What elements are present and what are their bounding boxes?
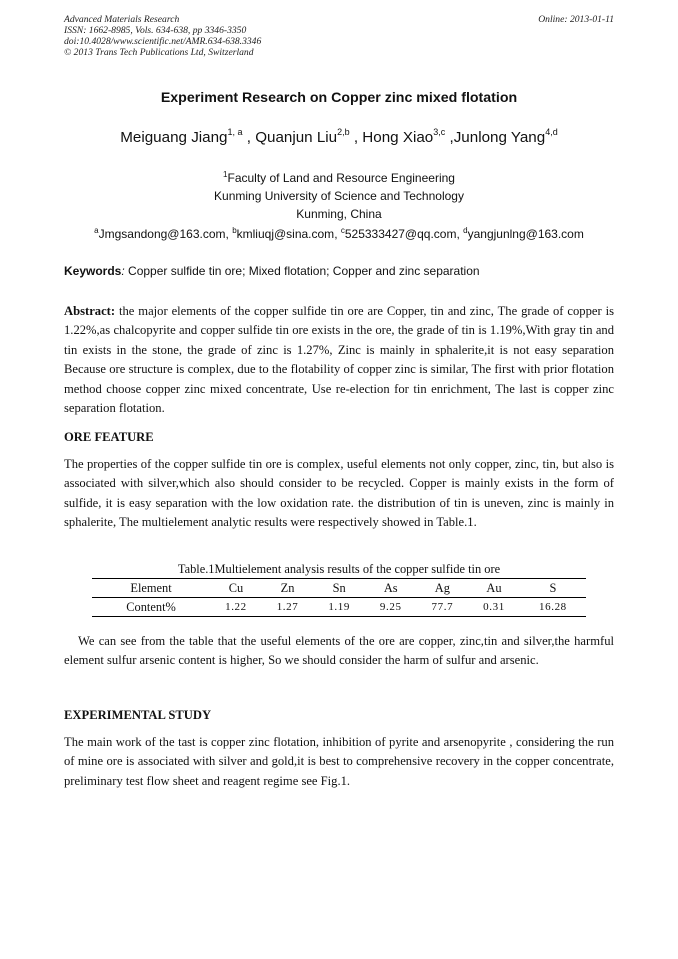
table-cell: 16.28 xyxy=(520,598,586,617)
journal-name: Advanced Materials Research xyxy=(64,14,180,25)
author-name: Junlong Yang xyxy=(453,129,546,147)
table-cell: 1.22 xyxy=(210,598,262,617)
abstract xyxy=(64,302,614,418)
table-cell: 9.25 xyxy=(365,598,417,617)
author-name: Hong Xiao xyxy=(362,129,434,147)
keywords-colon: : xyxy=(121,264,125,278)
email-sep: , xyxy=(456,227,464,241)
table-cell: 1.27 xyxy=(262,598,314,617)
element-analysis-table xyxy=(92,578,586,617)
table-cell: 77.7 xyxy=(417,598,469,617)
keywords xyxy=(64,264,480,278)
experimental-paragraph: The main work of the tast is copper zinc flotation, inhibition of pyrite and arsenopyrite , considering the run of mine ore is associated with silver and gold,it is best to comprehensive recovery in the copper concentrate, preliminary test flow sheet and reagent regime see Fig.1. xyxy=(64,735,614,788)
email-sup: b xyxy=(232,226,237,235)
email-list xyxy=(0,226,678,241)
email-sep: , xyxy=(225,227,233,241)
journal-metadata xyxy=(64,14,261,58)
paper-title: Experiment Research on Copper zinc mixed flotation xyxy=(160,90,518,106)
affiliation-faculty-text: Faculty of Land and Resource Engineering xyxy=(227,171,455,185)
email-sep: , xyxy=(334,227,341,241)
table-header-cell: S xyxy=(520,579,586,598)
table-row xyxy=(92,598,586,617)
section-heading-ore-feature: ORE FEATURE xyxy=(64,430,154,444)
email-address[interactable]: yangjunlng@163.com xyxy=(467,227,584,241)
table-header-row xyxy=(92,579,586,598)
affiliation-university: Kunming University of Science and Technology xyxy=(214,189,464,203)
email-sup: d xyxy=(463,226,468,235)
table-cell: 0.31 xyxy=(468,598,520,617)
author-name: Quanjun Liu xyxy=(255,129,338,147)
abstract-label: Abstract: xyxy=(64,304,116,318)
email-sup: c xyxy=(340,226,345,235)
table-cell: 1.19 xyxy=(313,598,365,617)
section-heading-experimental: EXPERIMENTAL STUDY xyxy=(64,708,212,722)
issn-line: ISSN: 1662-8985, Vols. 634-638, pp 3346-3350 xyxy=(64,25,247,36)
author-sep: , xyxy=(445,129,454,147)
table-header-cell: Sn xyxy=(313,579,365,598)
table-header-cell: Ag xyxy=(417,579,469,598)
keywords-text: Copper sulfide tin ore; Mixed flotation; Copper and zinc separation xyxy=(124,264,480,278)
ore-feature-paragraph: The properties of the copper sulfide tin ore is complex, useful elements not only copper, zinc, tin, but also is associated with silver,which also should consider to be recycled. Copper is mainly exists in the form of sulfide, it is easy separation with the low oxidation rate. the distribution of tin is uneven, zinc is mainly in sphalerite, The multielement analytic results were respectively showed in Table.1. xyxy=(64,457,614,530)
author-sup: 1, a xyxy=(227,127,243,137)
table-discussion-paragraph: We can see from the table that the useful elements of the ore are copper, zinc,tin and silver,the harmful element sulfur arsenic content is higher, So we should consider the harm of sulfur and arsenic. xyxy=(64,634,614,668)
doi-line[interactable]: doi:10.4028/www.scientific.net/AMR.634-638.3346 xyxy=(64,36,262,47)
author-sup: 4,d xyxy=(545,127,558,137)
author-sup: 3,c xyxy=(433,127,446,137)
author-name: Meiguang Jiang xyxy=(120,129,228,147)
affiliation-city: Kunming, China xyxy=(296,207,382,221)
author-sup: 2,b xyxy=(337,127,350,137)
online-date: Online: 2013-01-11 xyxy=(538,14,614,25)
author-sep: , xyxy=(242,129,256,147)
author-list xyxy=(0,128,678,146)
email-address[interactable]: 525333427@qq.com xyxy=(344,227,457,241)
table-caption: Table.1Multielement analysis results of the copper sulfide tin ore xyxy=(177,562,501,576)
table-header-cell: Element xyxy=(92,579,210,598)
affiliation-sup: 1 xyxy=(223,170,228,179)
email-address[interactable]: kmliuqj@sina.com xyxy=(236,227,335,241)
table-header-cell: Au xyxy=(468,579,520,598)
copyright-line: © 2013 Trans Tech Publications Ltd, Switzerland xyxy=(64,47,254,58)
affiliation xyxy=(0,166,678,223)
table-row-label: Content% xyxy=(92,598,210,617)
email-sup: a xyxy=(94,226,99,235)
abstract-text: the major elements of the copper sulfide tin ore are Copper, tin and zinc, The grade of copper is 1.22%,as chalcopyrite and copper sulfide tin ore exists in the ore, the grade of tin is 1.19%,With gray tin and tin exists in the stone, the grade of zinc is 1.27%, Zinc is mainly in sphalerite,it is not easy separation Because ore structure is complex, due to the flotability of copper zinc is similar, The first with prior flotation method choose copper zinc mixed concentrate, Use re-election for tin enrichment, The last is copper zinc separation flotation. xyxy=(64,304,614,416)
table-header-cell: As xyxy=(365,579,417,598)
keywords-label: Keywords xyxy=(64,264,122,278)
table-header-cell: Cu xyxy=(210,579,262,598)
affiliation-faculty xyxy=(0,166,678,187)
table-header-cell: Zn xyxy=(262,579,314,598)
author-sep: , xyxy=(349,129,363,147)
email-address[interactable]: Jmgsandong@163.com xyxy=(98,227,226,241)
